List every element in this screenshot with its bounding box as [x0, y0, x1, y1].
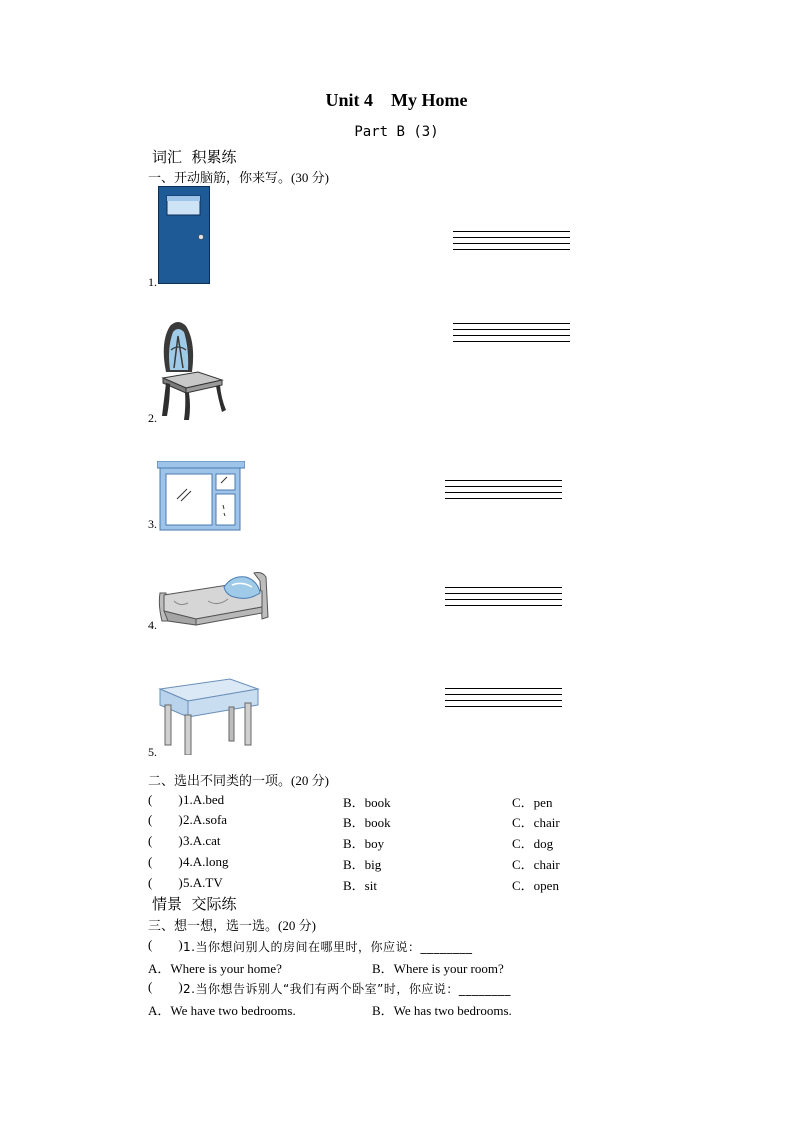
vocab-section-heading: 词汇 积累练 [152, 148, 237, 166]
item-number: 3. [148, 517, 157, 531]
answer-blank[interactable]: ( ) [148, 875, 183, 890]
item-number: 4. [148, 618, 157, 632]
option-a: 3.A.cat [183, 833, 221, 848]
option-a: 4.A.long [183, 854, 229, 869]
bed-icon [158, 571, 270, 627]
option-b: B．big [343, 857, 382, 872]
answer-lines[interactable] [445, 688, 562, 710]
option-a: A．Where is your home? [148, 961, 282, 976]
q1-title [148, 167, 329, 186]
q1-title-text: 一、开动脑筋，你来写。 [148, 171, 292, 186]
option-a: 1.A.bed [183, 792, 225, 807]
answer-lines[interactable] [445, 587, 562, 609]
option-a: 5.A.TV [183, 875, 223, 890]
option-b: B．book [343, 795, 391, 810]
option-b: B．sit [343, 878, 377, 893]
option-c: C．chair [512, 857, 560, 872]
situation-section-heading: 情景 交际练 [152, 895, 237, 913]
answer-lines[interactable] [453, 231, 570, 253]
option-c: C．chair [512, 815, 560, 830]
q3-item-1 [148, 937, 708, 955]
q3-item-2 [148, 979, 708, 997]
door-icon [158, 186, 210, 284]
option-a: A．We have two bedrooms. [148, 1003, 296, 1018]
option-b: B．Where is your room? [372, 961, 504, 976]
answer-blank[interactable]: ( ) [148, 979, 183, 994]
item-number: 1. [148, 275, 157, 289]
answer-blank[interactable]: ( ) [148, 937, 183, 952]
q3-title-text: 三、想一想，选一选。 [148, 919, 279, 934]
desk-icon [158, 677, 260, 755]
q3-prompt: 2.当你想告诉别人“我们有两个卧室”时，你应说：________ [183, 982, 511, 996]
window-icon [157, 461, 245, 531]
page-title: Unit 4 My Home [325, 90, 468, 110]
answer-blank[interactable]: ( ) [148, 833, 183, 848]
answer-lines[interactable] [453, 323, 570, 345]
option-b: B．boy [343, 836, 385, 851]
q2-title-text: 二、选出不同类的一项。 [148, 774, 292, 789]
item-number: 2. [148, 411, 157, 425]
answer-lines[interactable] [445, 480, 562, 502]
option-a: 2.A.sofa [183, 812, 228, 827]
option-c: C．dog [512, 836, 554, 851]
option-b: B．We has two bedrooms. [372, 1003, 512, 1018]
q3-options-1 [148, 958, 708, 976]
q3-prompt: 1.当你想问别人的房间在哪里时，你应说：________ [183, 940, 473, 954]
q2-score: (20 分) [291, 773, 329, 788]
option-b: B．book [343, 815, 391, 830]
q3-score: (20 分) [278, 918, 316, 933]
answer-blank[interactable]: ( ) [148, 812, 183, 827]
q3-title [148, 915, 316, 934]
option-c: C．pen [512, 795, 553, 810]
q2-title [148, 770, 329, 789]
q3-options-2 [148, 1000, 708, 1018]
answer-blank[interactable]: ( ) [148, 854, 183, 869]
item-number: 5. [148, 745, 157, 759]
page-subtitle: Part B (3) [354, 124, 439, 140]
answer-blank[interactable]: ( ) [148, 792, 183, 807]
option-c: C．open [512, 878, 559, 893]
chair-icon [158, 320, 226, 420]
q1-score: (30 分) [291, 170, 329, 185]
